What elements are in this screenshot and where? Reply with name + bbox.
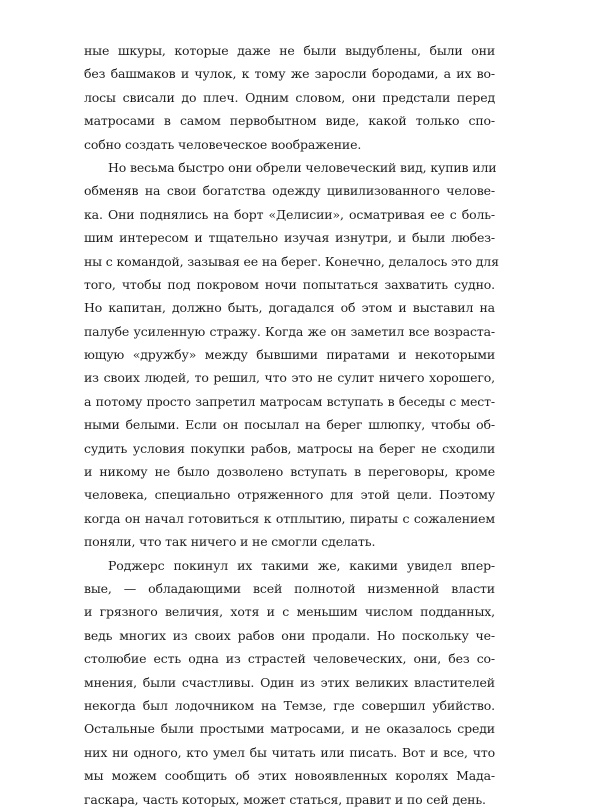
text-line: судить условия покупки рабов, матросы на берег не сходили [84, 440, 495, 456]
paragraph [84, 39, 495, 156]
text-line: ка. Они поднялись на борт «Делисии», осматривая ее с боль- [84, 206, 495, 222]
text-line: собно создать человеческое воображение. [84, 136, 362, 152]
text-line: человека, специально отряженного для этой цели. Поэтому [84, 487, 495, 503]
text-line: них ни одного, кто умел бы читать или писать. Вот и все, что [84, 744, 495, 760]
text-line: палубе усиленную стражу. Когда же он заметил все возраста- [84, 323, 495, 339]
paragraph [84, 156, 499, 554]
text-line: и никому не было дозволено вступать в переговоры, кроме [84, 464, 495, 480]
text-line: ны с командой, зазывая ее на берег. Конечно, делалось это для [84, 253, 499, 269]
text-line: и грязного величия, хотя и с меньшим числом подданных, [84, 604, 495, 620]
text-line: Остальные были простыми матросами, и не оказалось среди [84, 721, 495, 737]
text-line: без башмаков и чулок, к тому же заросли бородами, а их во- [84, 66, 495, 82]
text-line: Роджерс покинул их такими же, какими увидел впер- [108, 557, 495, 573]
text-line: того, чтобы под покровом ночи попытаться захватить судно. [84, 276, 495, 292]
text-line: а потому просто запретил матросам вступать в беседы с мест- [84, 393, 495, 409]
text-line: мы можем сообщить об этих новоявленных королях Мада- [84, 768, 495, 784]
text-line: лосы свисали до плеч. Одним словом, они предстали перед [84, 89, 495, 105]
paragraph [84, 554, 495, 811]
body-text [84, 39, 499, 811]
text-line: обменяв на свои богатства одежду цивилизованного челове- [84, 183, 495, 199]
text-line: шим интересом и тщательно изучая изнутри, и были любез- [84, 230, 495, 246]
text-line: поняли, что так ничего и не смогли сделать. [84, 534, 376, 550]
text-line: столюбие есть одна из страстей человеческих, они, без со- [84, 651, 495, 667]
text-line: когда он начал готовиться к отплытию, пираты с сожалением [84, 510, 495, 526]
text-line: мнения, были счастливы. Один из этих великих властителей [84, 674, 495, 690]
text-line: Но капитан, должно быть, догадался об этом и выставил на [84, 300, 495, 316]
text-line: некогда был лодочником на Темзе, где совершил убийство. [84, 697, 495, 713]
text-line: ными белыми. Если он посылал на берег шлюпку, чтобы об- [84, 417, 495, 433]
text-line: вые, — обладающими всей полнотой низменной власти [84, 580, 495, 596]
text-line: Но весьма быстро они обрели человеческий вид, купив или [108, 159, 497, 175]
text-line: ведь многих из своих рабов они продали. Но поскольку че- [84, 627, 495, 643]
text-line: матросами в самом первобытном виде, какой только спо- [84, 113, 495, 129]
text-line: ные шкуры, которые даже не были выдублены, были они [84, 43, 495, 58]
text-line: гаскара, часть которых, может статься, правит и по сей день. [84, 791, 486, 807]
text-line: из своих людей, то решил, что это не сулит ничего хорошего, [84, 370, 495, 386]
text-line: ющую «дружбу» между бывшими пиратами и некоторыми [84, 347, 495, 363]
